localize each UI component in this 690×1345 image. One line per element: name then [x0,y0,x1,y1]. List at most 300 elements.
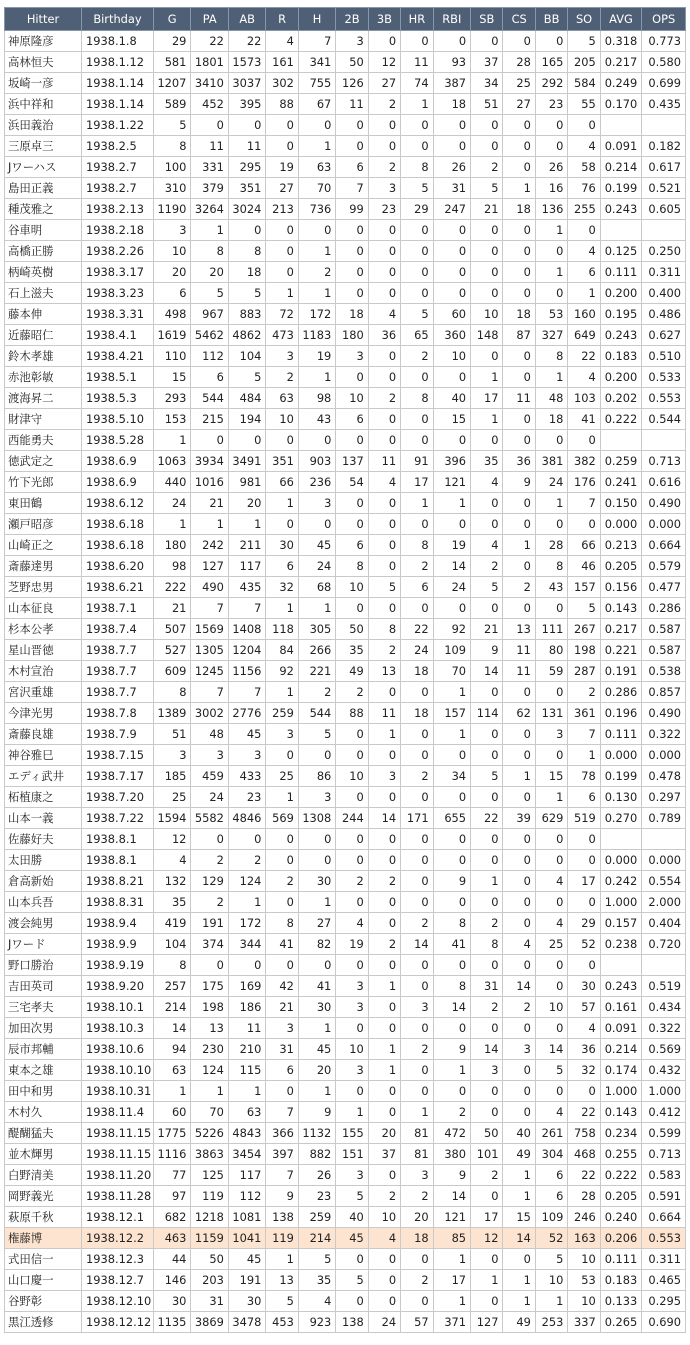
stat-cell-so: 758 [568,1123,600,1144]
stat-cell-g: 35 [153,892,190,913]
stat-cell-r: 0 [266,241,298,262]
stat-cell-r: 63 [266,388,298,409]
table-row [5,367,686,388]
birthday-cell: 1938.4.1 [82,325,154,346]
stat-cell-ops: 0.533 [642,367,686,388]
stat-cell-hr: 8 [401,535,433,556]
birthday-cell: 1938.7.1 [82,598,154,619]
table-row [5,1312,686,1333]
stat-cell-ops: 0.182 [642,136,686,157]
stat-cell-rbi: 34 [433,766,470,787]
hitter-name-cell: 権藤博 [5,1228,82,1249]
stat-cell-cs: 14 [503,1228,535,1249]
hitter-name-cell: 吉田英司 [5,976,82,997]
stat-cell-g: 24 [153,493,190,514]
stat-cell-pa: 3863 [191,1144,228,1165]
stat-cell-pa: 21 [191,493,228,514]
stat-cell-sb: 0 [471,115,503,136]
stat-cell-rbi: 0 [433,514,470,535]
stat-cell-sb: 0 [471,430,503,451]
stat-cell-avg: 0.249 [600,73,642,94]
stat-cell-sb: 34 [471,73,503,94]
stat-cell-hr: 22 [401,619,433,640]
stat-cell-pa: 112 [191,346,228,367]
stat-cell-h: 86 [298,766,335,787]
birthday-cell: 1938.6.18 [82,514,154,535]
hitter-name-cell: 加田次男 [5,1018,82,1039]
birthday-cell: 1938.3.17 [82,262,154,283]
table-row [5,1207,686,1228]
stat-cell-g: 1594 [153,808,190,829]
birthday-cell: 1938.12.3 [82,1249,154,1270]
stat-cell-hr: 0 [401,31,433,52]
stat-cell-3b: 0 [368,598,400,619]
stat-cell-hr: 11 [401,52,433,73]
stat-cell-so: 30 [568,976,600,997]
hitter-name-cell: 高林恒夫 [5,52,82,73]
birthday-cell: 1938.6.20 [82,556,154,577]
stat-cell-r: 1 [266,283,298,304]
stat-cell-3b: 4 [368,1228,400,1249]
stat-cell-hr: 0 [401,367,433,388]
table-row [5,325,686,346]
table-row [5,997,686,1018]
stat-cell-so: 205 [568,52,600,73]
column-header-pa[interactable]: PA [191,8,228,31]
stat-cell-h: 341 [298,52,335,73]
stat-cell-hr: 65 [401,325,433,346]
stat-cell-ops: 0.857 [642,682,686,703]
stat-cell-avg: 0.161 [600,997,642,1018]
stat-cell-bb: 0 [535,31,567,52]
stat-cell-pa: 3934 [191,451,228,472]
stat-cell-ops: 0.510 [642,346,686,367]
stat-cell-r: 0 [266,136,298,157]
table-row [5,1291,686,1312]
stat-cell-bb: 0 [535,136,567,157]
hitter-name-cell: 岡野義光 [5,1186,82,1207]
stat-cell-cs: 0 [503,346,535,367]
column-header-sb[interactable]: SB [471,8,503,31]
stat-cell-h: 45 [298,535,335,556]
stat-cell-avg: 0.205 [600,556,642,577]
stat-cell-hr: 3 [401,997,433,1018]
stat-cell-ops: 0.553 [642,1228,686,1249]
stat-cell-hr: 2 [401,766,433,787]
stat-cell-pa: 1218 [191,1207,228,1228]
stat-cell-so: 29 [568,913,600,934]
column-header-hitter[interactable]: Hitter [5,8,82,31]
stat-cell-2b: 2 [336,682,368,703]
stat-cell-rbi: 17 [433,1270,470,1291]
stat-cell-sb: 114 [471,703,503,724]
stat-cell-2b: 3 [336,997,368,1018]
stat-cell-avg: 0.156 [600,577,642,598]
stat-cell-h: 1183 [298,325,335,346]
stat-cell-so: 2 [568,682,600,703]
stat-cell-g: 1 [153,430,190,451]
stat-cell-cs: 11 [503,388,535,409]
stat-cell-ops: 0.544 [642,409,686,430]
stat-cell-ops: 0.605 [642,199,686,220]
stat-cell-3b: 0 [368,430,400,451]
birthday-cell: 1938.12.2 [82,1228,154,1249]
stat-cell-3b: 0 [368,220,400,241]
stat-cell-bb: 59 [535,661,567,682]
stat-cell-cs: 0 [503,241,535,262]
stat-cell-avg: 0.238 [600,934,642,955]
stat-cell-pa: 459 [191,766,228,787]
table-row [5,220,686,241]
stat-cell-avg: 0.222 [600,1165,642,1186]
stat-cell-cs: 0 [503,136,535,157]
stat-cell-bb: 18 [535,409,567,430]
stat-cell-rbi: 0 [433,262,470,283]
stat-cell-hr: 0 [401,514,433,535]
stat-cell-sb: 0 [471,136,503,157]
birthday-cell: 1938.9.20 [82,976,154,997]
stat-cell-rbi: 24 [433,577,470,598]
birthday-cell: 1938.10.10 [82,1060,154,1081]
stat-cell-ab: 3037 [228,73,265,94]
stat-cell-ab: 115 [228,1060,265,1081]
hitter-name-cell: 浜中祥和 [5,94,82,115]
column-header-so[interactable]: SO [568,8,600,31]
stat-cell-hr: 91 [401,451,433,472]
stat-cell-g: 1619 [153,325,190,346]
stat-cell-avg: 0.000 [600,745,642,766]
stat-cell-ab: 395 [228,94,265,115]
stat-cell-pa: 7 [191,682,228,703]
stat-cell-rbi: 8 [433,976,470,997]
stat-cell-h: 45 [298,1039,335,1060]
stat-cell-g: 527 [153,640,190,661]
stat-cell-hr: 8 [401,388,433,409]
stat-cell-pa: 24 [191,787,228,808]
stat-cell-hr: 0 [401,283,433,304]
stat-cell-g: 15 [153,367,190,388]
stat-cell-rbi: 247 [433,199,470,220]
column-header-bb[interactable]: BB [535,8,567,31]
stat-cell-ops: 0.538 [642,661,686,682]
stat-cell-hr: 0 [401,136,433,157]
stat-cell-2b: 0 [336,1249,368,1270]
stat-cell-hr: 0 [401,871,433,892]
stat-cell-ops: 0.773 [642,31,686,52]
stat-cell-r: 0 [266,955,298,976]
stat-cell-avg: 0.243 [600,325,642,346]
stat-cell-cs: 36 [503,451,535,472]
stat-cell-avg: 0.243 [600,976,642,997]
stats-table-container [4,7,686,1333]
column-header-3b[interactable]: 3B [368,8,400,31]
table-body [5,31,686,1333]
hitter-name-cell: 山本兵吾 [5,892,82,913]
column-header-hr[interactable]: HR [401,8,433,31]
stat-cell-bb: 10 [535,1270,567,1291]
stat-cell-cs: 0 [503,430,535,451]
stat-cell-avg: 0.286 [600,682,642,703]
stat-cell-rbi: 0 [433,955,470,976]
stat-cell-cs: 0 [503,1102,535,1123]
stat-cell-3b: 0 [368,241,400,262]
table-row [5,52,686,73]
hitter-name-cell: 渡会純男 [5,913,82,934]
stat-cell-bb: 53 [535,304,567,325]
column-header-cs[interactable]: CS [503,8,535,31]
stat-cell-hr: 81 [401,1144,433,1165]
stat-cell-sb: 0 [471,787,503,808]
stat-cell-h: 70 [298,178,335,199]
table-row [5,766,686,787]
stat-cell-sb: 0 [471,829,503,850]
stat-cell-avg: 0.234 [600,1123,642,1144]
stat-cell-so: 22 [568,1102,600,1123]
stat-cell-avg: 0.259 [600,451,642,472]
stat-cell-3b: 0 [368,787,400,808]
stat-cell-rbi: 109 [433,640,470,661]
column-header-ops[interactable]: OPS [642,8,686,31]
stat-cell-3b: 2 [368,94,400,115]
stat-cell-ab: 1041 [228,1228,265,1249]
stat-cell-hr: 0 [401,955,433,976]
hitter-name-cell: 野口勝治 [5,955,82,976]
stat-cell-h: 41 [298,976,335,997]
stat-cell-h: 67 [298,94,335,115]
stat-cell-ab: 20 [228,493,265,514]
stat-cell-so: 0 [568,829,600,850]
column-header-ab[interactable]: AB [228,8,265,31]
stat-cell-ab: 11 [228,136,265,157]
stat-cell-3b: 0 [368,1018,400,1039]
stat-cell-ops: 0.627 [642,325,686,346]
stat-cell-ab: 1204 [228,640,265,661]
stat-cell-ab: 45 [228,724,265,745]
stat-cell-h: 0 [298,115,335,136]
stat-cell-h: 82 [298,934,335,955]
stat-cell-g: 29 [153,31,190,52]
stat-cell-h: 755 [298,73,335,94]
stat-cell-pa: 1 [191,220,228,241]
birthday-cell: 1938.12.7 [82,1270,154,1291]
stat-cell-so: 103 [568,388,600,409]
stat-cell-so: 0 [568,220,600,241]
stat-cell-rbi: 396 [433,451,470,472]
stat-cell-r: 1 [266,598,298,619]
stat-cell-g: 8 [153,136,190,157]
stat-cell-ops: 0.616 [642,472,686,493]
stat-cell-ops: 0.554 [642,871,686,892]
stat-cell-sb: 5 [471,766,503,787]
stat-cell-r: 3 [266,346,298,367]
stat-cell-rbi: 2 [433,1102,470,1123]
stat-cell-3b: 3 [368,766,400,787]
stat-cell-ab: 435 [228,577,265,598]
stat-cell-cs: 3 [503,1039,535,1060]
stat-cell-bb: 28 [535,535,567,556]
stat-cell-so: 58 [568,157,600,178]
stat-cell-pa: 0 [191,430,228,451]
stat-cell-r: 0 [266,262,298,283]
stat-cell-h: 9 [298,1102,335,1123]
stat-cell-g: 44 [153,1249,190,1270]
hitter-name-cell: 式田信一 [5,1249,82,1270]
stat-cell-ab: 172 [228,913,265,934]
stat-cell-h: 903 [298,451,335,472]
birthday-cell: 1938.2.7 [82,178,154,199]
stat-cell-pa: 3869 [191,1312,228,1333]
stat-cell-ab: 7 [228,682,265,703]
stat-cell-h: 0 [298,220,335,241]
table-row [5,157,686,178]
stat-cell-cs: 0 [503,367,535,388]
stat-cell-bb: 1 [535,262,567,283]
column-header-r[interactable]: R [266,8,298,31]
column-header-2b[interactable]: 2B [336,8,368,31]
stat-cell-2b: 10 [336,388,368,409]
hitter-name-cell: 黒江透修 [5,1312,82,1333]
birthday-cell: 1938.7.4 [82,619,154,640]
stat-cell-bb: 0 [535,1018,567,1039]
stat-cell-r: 0 [266,115,298,136]
stat-cell-ops: 0.690 [642,1312,686,1333]
hitter-name-cell: 並木輝男 [5,1144,82,1165]
stat-cell-2b: 0 [336,493,368,514]
stat-cell-pa: 1016 [191,472,228,493]
stat-cell-bb: 1 [535,220,567,241]
stat-cell-avg: 0.318 [600,31,642,52]
stat-cell-cs: 0 [503,724,535,745]
stat-cell-2b: 0 [336,829,368,850]
stat-cell-sb: 21 [471,199,503,220]
stat-cell-rbi: 40 [433,388,470,409]
hitter-name-cell: 斎藤良雄 [5,724,82,745]
stat-cell-so: 1 [568,745,600,766]
stat-cell-bb: 3 [535,724,567,745]
stat-cell-hr: 0 [401,745,433,766]
hitter-name-cell: 高橋正勝 [5,241,82,262]
stat-cell-cs: 27 [503,94,535,115]
stat-cell-2b: 0 [336,892,368,913]
stat-cell-so: 255 [568,199,600,220]
stat-cell-3b: 0 [368,346,400,367]
stat-cell-bb: 4 [535,913,567,934]
stat-cell-so: 28 [568,1186,600,1207]
stat-cell-hr: 2 [401,1039,433,1060]
stat-cell-hr: 74 [401,73,433,94]
stat-cell-sb: 51 [471,94,503,115]
stat-cell-pa: 13 [191,1018,228,1039]
stat-cell-2b: 5 [336,1270,368,1291]
stat-cell-2b: 0 [336,1291,368,1312]
stat-cell-2b: 126 [336,73,368,94]
stat-cell-sb: 1 [471,1270,503,1291]
stat-cell-sb: 0 [471,283,503,304]
stat-cell-2b: 138 [336,1312,368,1333]
hitter-name-cell: 木村宣治 [5,661,82,682]
stat-cell-r: 213 [266,199,298,220]
column-header-rbi[interactable]: RBI [433,8,470,31]
hitter-name-cell: 今津光男 [5,703,82,724]
stat-cell-rbi: 14 [433,997,470,1018]
column-header-avg[interactable]: AVG [600,8,642,31]
stat-cell-ab: 18 [228,262,265,283]
stat-cell-h: 1 [298,892,335,913]
stat-cell-h: 98 [298,388,335,409]
table-row [5,304,686,325]
stat-cell-r: 3 [266,1018,298,1039]
stat-cell-h: 172 [298,304,335,325]
stat-cell-3b: 1 [368,1060,400,1081]
hitter-name-cell: 杉本公孝 [5,619,82,640]
stat-cell-3b: 0 [368,913,400,934]
stat-cell-cs: 25 [503,73,535,94]
stat-cell-cs: 1 [503,1186,535,1207]
stat-cell-pa: 203 [191,1270,228,1291]
stat-cell-cs: 11 [503,640,535,661]
stat-cell-ops: 0.580 [642,52,686,73]
stat-cell-rbi: 1 [433,724,470,745]
stat-cell-h: 266 [298,640,335,661]
stat-cell-3b: 0 [368,829,400,850]
stat-cell-rbi: 0 [433,31,470,52]
stat-cell-avg: 0.111 [600,1249,642,1270]
stat-cell-cs: 1 [503,766,535,787]
stat-cell-g: 97 [153,1186,190,1207]
stat-cell-ab: 22 [228,31,265,52]
stat-cell-bb: 109 [535,1207,567,1228]
stat-cell-avg: 0.200 [600,283,642,304]
stat-cell-hr: 0 [401,409,433,430]
stat-cell-hr: 3 [401,1165,433,1186]
stat-cell-hr: 5 [401,178,433,199]
column-header-h[interactable]: H [298,8,335,31]
birthday-cell: 1938.6.9 [82,472,154,493]
stat-cell-3b: 0 [368,850,400,871]
stat-cell-hr: 0 [401,850,433,871]
stat-cell-rbi: 387 [433,73,470,94]
stat-cell-sb: 5 [471,178,503,199]
column-header-birthday[interactable]: Birthday [82,8,154,31]
stat-cell-3b: 0 [368,283,400,304]
stat-cell-g: 4 [153,850,190,871]
stat-cell-pa: 1305 [191,640,228,661]
stat-cell-3b: 24 [368,1312,400,1333]
stat-cell-sb: 101 [471,1144,503,1165]
stat-cell-ab: 45 [228,1249,265,1270]
stat-cell-sb: 148 [471,325,503,346]
stat-cell-ab: 981 [228,472,265,493]
stat-cell-ops: 0.579 [642,556,686,577]
stat-cell-sb: 2 [471,997,503,1018]
stat-cell-h: 1 [298,1081,335,1102]
column-header-g[interactable]: G [153,8,190,31]
stat-cell-3b: 0 [368,955,400,976]
hitter-name-cell: 柄崎英樹 [5,262,82,283]
table-row [5,619,686,640]
stat-cell-ab: 117 [228,556,265,577]
stat-cell-2b: 0 [336,262,368,283]
stat-cell-g: 77 [153,1165,190,1186]
stat-cell-2b: 19 [336,934,368,955]
stat-cell-ops: 0.295 [642,1291,686,1312]
stat-cell-3b: 0 [368,1270,400,1291]
stat-cell-r: 25 [266,766,298,787]
stat-cell-pa: 0 [191,115,228,136]
table-row [5,283,686,304]
stat-cell-3b: 3 [368,178,400,199]
birthday-cell: 1938.11.15 [82,1144,154,1165]
